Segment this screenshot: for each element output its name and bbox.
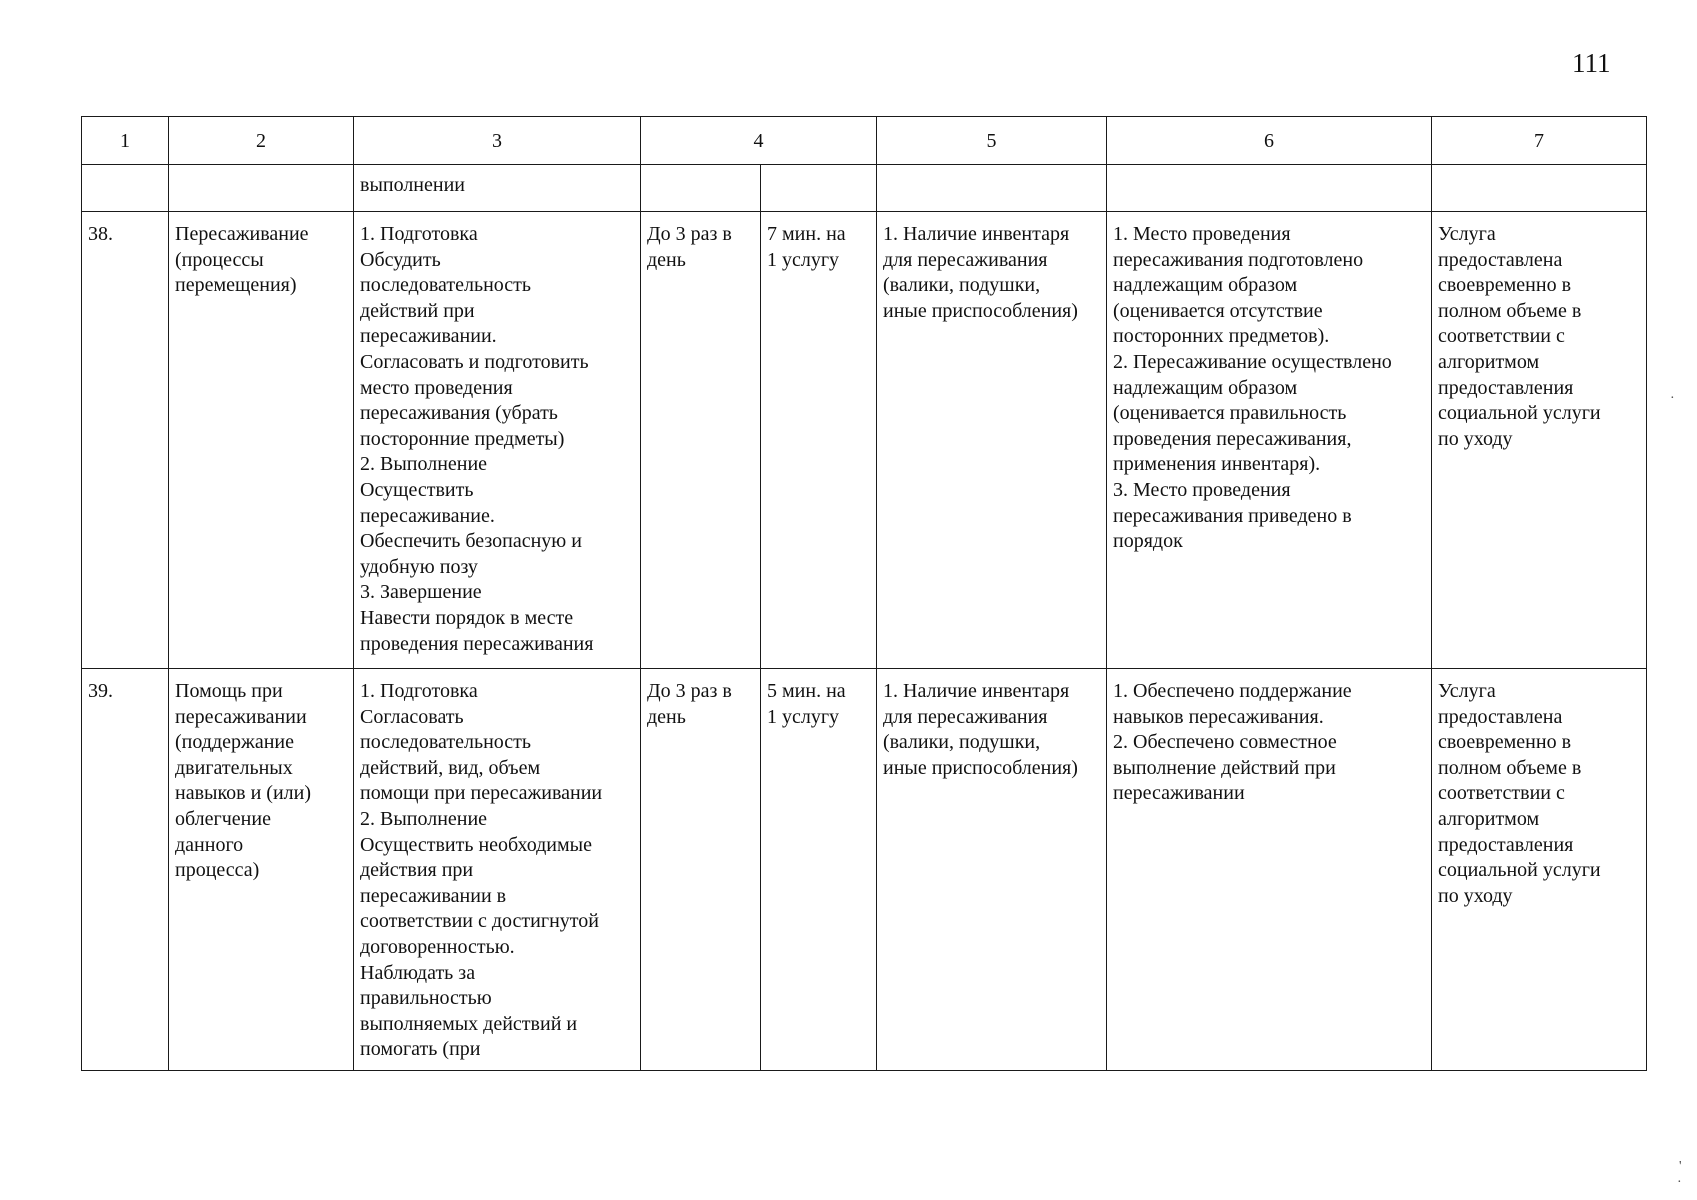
- service-quality-indicators: 1. Место проведения пересаживания подготовлено надлежащим образом (оценивается отсутствие посторонних предметов). 2. Пересаживание осуществлено надлежащим образом (оценивается правильность проведения пересаживания, применения инвентаря). 3. Место проведения пересаживания приведено в порядок: [1107, 212, 1432, 669]
- continuation-cell-duration: [761, 165, 877, 212]
- continuation-cell-procedure: выполнении: [354, 165, 641, 212]
- service-conditions: 1. Наличие инвентаря для пересаживания (валики, подушки, иные приспособления): [877, 669, 1107, 1071]
- continuation-cell-num: [82, 165, 169, 212]
- service-name: Помощь при пересаживании (поддержание двигательных навыков и (или) облегчение данного процесса): [169, 669, 354, 1071]
- continuation-cell-result: [1432, 165, 1647, 212]
- column-number-4: 4: [641, 117, 877, 165]
- service-frequency: До 3 раз в день: [641, 669, 761, 1071]
- column-number-7: 7: [1432, 117, 1647, 165]
- service-procedure: 1. Подготовка Обсудить последовательность действий при пересаживании. Согласовать и подготовить место проведения пересаживания (убрать посторонние предметы) 2. Выполнение Осуществить пересаживание. Обеспечить безопасную и удобную позу 3. Завершение Навести порядок в месте проведения пересаживания: [354, 212, 641, 669]
- column-number-header-row: [82, 117, 1647, 165]
- column-number-6: 6: [1107, 117, 1432, 165]
- service-duration: 5 мин. на 1 услугу: [761, 669, 877, 1071]
- column-number-1: 1: [82, 117, 169, 165]
- row-number: 38.: [82, 212, 169, 669]
- continuation-row: [82, 165, 1647, 212]
- column-number-2: 2: [169, 117, 354, 165]
- service-procedure: 1. Подготовка Согласовать последовательность действий, вид, объем помощи при пересаживании 2. Выполнение Осуществить необходимые действия при пересаживании в соответствии с достигнутой договоренностью. Наблюдать за правильностью выполняемых действий и помогать (при: [354, 669, 641, 1071]
- page-number: 111: [1572, 48, 1611, 78]
- scan-speck: ': [1679, 1159, 1682, 1174]
- service-duration: 7 мин. на 1 услугу: [761, 212, 877, 669]
- column-number-5: 5: [877, 117, 1107, 165]
- column-number-3: 3: [354, 117, 641, 165]
- service-quality-indicators: 1. Обеспечено поддержание навыков пересаживания. 2. Обеспечено совместное выполнение действий при пересаживании: [1107, 669, 1432, 1071]
- scan-speck: ·: [1670, 391, 1675, 406]
- service-name: Пересаживание (процессы перемещения): [169, 212, 354, 669]
- continuation-cell-name: [169, 165, 354, 212]
- continuation-cell-conditions: [877, 165, 1107, 212]
- row-number: 39.: [82, 669, 169, 1071]
- table-row: [82, 212, 1647, 669]
- table-row: [82, 669, 1647, 1071]
- scan-speck: ·: [1677, 1175, 1682, 1190]
- continuation-cell-quality: [1107, 165, 1432, 212]
- services-table: [81, 116, 1647, 1071]
- service-result: Услуга предоставлена своевременно в полном объеме в соответствии с алгоритмом предоставления социальной услуги по уходу: [1432, 669, 1647, 1071]
- continuation-cell-frequency: [641, 165, 761, 212]
- service-conditions: 1. Наличие инвентаря для пересаживания (валики, подушки, иные приспособления): [877, 212, 1107, 669]
- service-frequency: До 3 раз в день: [641, 212, 761, 669]
- service-result: Услуга предоставлена своевременно в полном объеме в соответствии с алгоритмом предоставления социальной услуги по уходу: [1432, 212, 1647, 669]
